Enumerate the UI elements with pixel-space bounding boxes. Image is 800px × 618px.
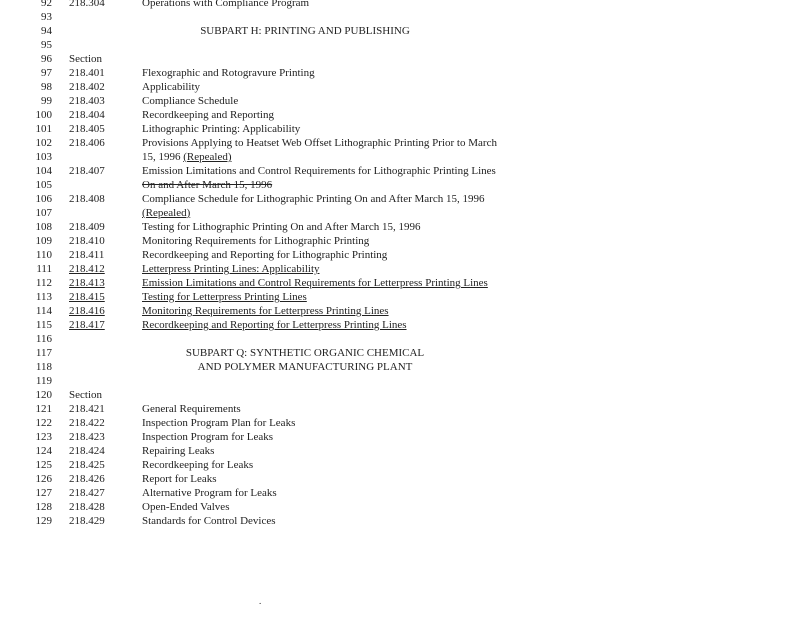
line-number: 112 <box>35 277 52 289</box>
document-line <box>0 220 800 234</box>
line-number: 124 <box>35 445 52 457</box>
section-title <box>142 220 420 234</box>
section-title <box>142 80 200 94</box>
document-line <box>0 248 800 262</box>
section-title <box>142 0 309 10</box>
title-text: Inspection Program for Leaks <box>142 431 274 443</box>
title-text: Recordkeeping and Reporting for Lithographic Printing <box>142 249 388 261</box>
title-text: Inspection Program Plan for Leaks <box>142 417 296 429</box>
section-number: 218.421 <box>69 403 105 415</box>
title-text-added: Monitoring Requirements for Letterpress Printing Lines <box>142 305 389 317</box>
document-line <box>0 374 800 388</box>
line-number: 103 <box>35 151 52 163</box>
document-line <box>0 52 800 66</box>
section-number: 218.304 <box>69 0 105 9</box>
title-text-added: Recordkeeping and Reporting for Letterpress Printing Lines <box>142 319 407 331</box>
line-number: 120 <box>35 389 52 401</box>
line-number: 96 <box>41 53 52 65</box>
document-line <box>0 150 800 164</box>
section-title <box>142 136 497 150</box>
title-text-added: Letterpress Printing Lines: Applicability <box>142 263 320 275</box>
subpart-heading: SUBPART Q: SYNTHETIC ORGANIC CHEMICAL <box>185 347 425 359</box>
section-number: 218.428 <box>69 501 105 513</box>
section-title <box>142 94 238 108</box>
section-number: 218.422 <box>69 417 105 429</box>
section-title <box>142 150 232 164</box>
section-title <box>142 108 274 122</box>
subpart-heading: AND POLYMER MANUFACTURING PLANT <box>197 361 413 373</box>
title-text: Applicability <box>142 81 201 93</box>
section-number-added: 218.415 <box>69 291 105 303</box>
document-line <box>0 10 800 24</box>
section-title <box>142 402 241 416</box>
line-number: 106 <box>35 193 52 205</box>
document-line <box>0 458 800 472</box>
document-line <box>0 290 800 304</box>
section-title <box>142 486 277 500</box>
line-number: 104 <box>35 165 52 177</box>
line-number: 129 <box>35 515 52 527</box>
section-number: 218.402 <box>69 81 105 93</box>
title-text: Testing for Lithographic Printing On and After March 15, 1996 <box>142 221 421 233</box>
section-title <box>142 122 300 136</box>
section-number: 218.408 <box>69 193 105 205</box>
section-number: 218.401 <box>69 67 105 79</box>
section-title <box>142 66 315 80</box>
line-number: 107 <box>35 207 52 219</box>
line-number: 116 <box>35 333 52 345</box>
line-number: 105 <box>35 179 52 191</box>
section-number-added: 218.416 <box>69 305 105 317</box>
section-title <box>142 234 369 248</box>
section-title <box>142 206 190 220</box>
line-number: 117 <box>35 347 52 359</box>
subpart-heading: SUBPART H: PRINTING AND PUBLISHING <box>200 25 410 37</box>
document-line <box>0 402 800 416</box>
section-title <box>142 262 320 276</box>
section-number: 218.404 <box>69 109 105 121</box>
document-line <box>0 500 800 514</box>
document-line <box>0 38 800 52</box>
document-line <box>0 206 800 220</box>
line-number: 111 <box>36 263 52 275</box>
line-number: 101 <box>35 123 52 135</box>
title-text: Operations with Compliance Program <box>142 0 310 9</box>
section-title <box>142 416 295 430</box>
document-line <box>0 262 800 276</box>
document-line <box>0 0 800 10</box>
line-number: 119 <box>35 375 52 387</box>
document-line <box>0 318 800 332</box>
document-line <box>0 136 800 150</box>
document-line <box>0 24 800 38</box>
document-line <box>0 486 800 500</box>
title-text: Compliance Schedule <box>142 95 239 107</box>
line-number: 113 <box>35 291 52 303</box>
document-line <box>0 514 800 528</box>
section-number-added: 218.412 <box>69 263 105 275</box>
section-title <box>142 192 484 206</box>
title-text: Recordkeeping and Reporting <box>142 109 274 121</box>
document-line <box>0 94 800 108</box>
document-line <box>0 108 800 122</box>
section-number: Section <box>69 53 102 65</box>
section-title <box>142 430 273 444</box>
title-text-added: (Repealed) <box>142 207 191 219</box>
document-line <box>0 192 800 206</box>
section-title <box>142 458 253 472</box>
line-number: 92 <box>41 0 52 9</box>
section-title <box>142 290 307 304</box>
line-number: 125 <box>35 459 52 471</box>
title-text-added: Emission Limitations and Control Requirements for Letterpress Printing Lines <box>142 277 488 289</box>
line-number: 94 <box>41 25 52 37</box>
title-text: Monitoring Requirements for Lithographic Printing <box>142 235 370 247</box>
section-number-added: 218.413 <box>69 277 105 289</box>
line-number: 114 <box>35 305 52 317</box>
title-text: Provisions Applying to Heatset Web Offset Lithographic Printing Prior to March <box>142 137 497 149</box>
line-number: 99 <box>41 95 52 107</box>
section-number: 218.410 <box>69 235 105 247</box>
section-title <box>142 514 276 528</box>
document-line <box>0 360 800 374</box>
document-line <box>0 122 800 136</box>
document-line <box>0 178 800 192</box>
line-number: 100 <box>35 109 52 121</box>
line-number: 123 <box>35 431 52 443</box>
section-number: 218.424 <box>69 445 105 457</box>
title-text: Open-Ended Valves <box>142 501 230 513</box>
line-number: 110 <box>35 249 52 261</box>
section-number: 218.403 <box>69 95 105 107</box>
title-text: Repairing Leaks <box>142 445 215 457</box>
line-number: 93 <box>41 11 52 23</box>
section-number: 218.411 <box>69 249 105 261</box>
line-number: 118 <box>35 361 52 373</box>
line-number: 121 <box>35 403 52 415</box>
title-text: 15, 1996 <box>142 151 184 163</box>
title-text: Recordkeeping for Leaks <box>142 459 254 471</box>
line-number: 126 <box>35 473 52 485</box>
section-title <box>142 472 217 486</box>
title-text: Standards for Control Devices <box>142 515 276 527</box>
title-text: Alternative Program for Leaks <box>142 487 277 499</box>
line-number: 95 <box>41 39 52 51</box>
section-number: 218.427 <box>69 487 105 499</box>
document-line <box>0 416 800 430</box>
section-number: 218.429 <box>69 515 105 527</box>
section-number: 218.406 <box>69 137 105 149</box>
line-number: 128 <box>35 501 52 513</box>
section-number: 218.409 <box>69 221 105 233</box>
section-title <box>142 178 272 192</box>
section-number: Section <box>69 389 102 401</box>
title-text-added: (Repealed) <box>183 151 232 163</box>
section-title <box>142 304 389 318</box>
document-line <box>0 66 800 80</box>
line-number: 108 <box>35 221 52 233</box>
section-number: 218.405 <box>69 123 105 135</box>
title-text-deleted: On and After March 15, 1996 <box>142 179 273 191</box>
document-line <box>0 80 800 94</box>
section-number: 218.407 <box>69 165 105 177</box>
document-line <box>0 164 800 178</box>
title-text: Report for Leaks <box>142 473 217 485</box>
section-number: 218.423 <box>69 431 105 443</box>
document-line <box>0 276 800 290</box>
section-number: 218.426 <box>69 473 105 485</box>
section-title <box>142 248 387 262</box>
title-text-added: Testing for Letterpress Printing Lines <box>142 291 307 303</box>
title-text: General Requirements <box>142 403 241 415</box>
line-number: 97 <box>41 67 52 79</box>
title-text: Compliance Schedule for Lithographic Printing On and After March 15, 1996 <box>142 193 485 205</box>
document-line <box>0 430 800 444</box>
document-line <box>0 444 800 458</box>
line-number: 115 <box>35 319 52 331</box>
line-number: 127 <box>35 487 52 499</box>
line-number: 122 <box>35 417 52 429</box>
document-line <box>0 472 800 486</box>
title-text: Lithographic Printing: Applicability <box>142 123 301 135</box>
title-text: Emission Limitations and Control Requirements for Lithographic Printing Lines <box>142 165 496 177</box>
document-line <box>0 304 800 318</box>
document-line <box>0 346 800 360</box>
page-mark: . <box>259 596 262 606</box>
section-title <box>142 444 214 458</box>
line-number: 102 <box>35 137 52 149</box>
section-title <box>142 164 496 178</box>
section-number: 218.425 <box>69 459 105 471</box>
line-number: 98 <box>41 81 52 93</box>
section-title <box>142 500 229 514</box>
document-line <box>0 332 800 346</box>
document-line <box>0 234 800 248</box>
section-number-added: 218.417 <box>69 319 105 331</box>
document-line <box>0 388 800 402</box>
title-text: Flexographic and Rotogravure Printing <box>142 67 315 79</box>
line-number: 109 <box>35 235 52 247</box>
section-title <box>142 276 488 290</box>
section-title <box>142 318 407 332</box>
